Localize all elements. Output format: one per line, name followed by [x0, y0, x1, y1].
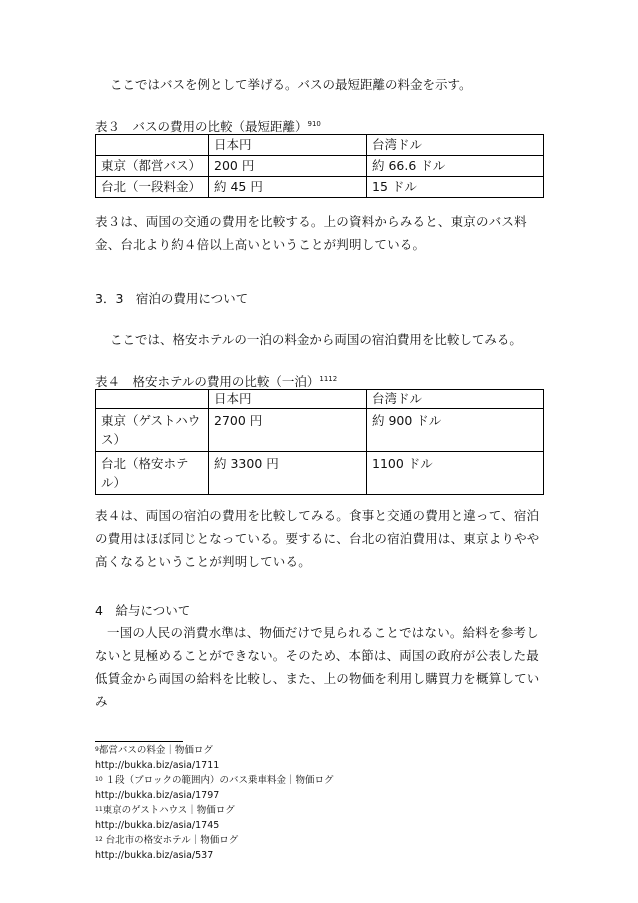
table-header-cell: 台湾ドル	[367, 135, 544, 156]
footnote-number: 12	[95, 836, 103, 843]
section-heading-3-3: 3．3 宿泊の費用について	[95, 291, 249, 306]
table-row	[96, 156, 544, 177]
table-cell: 15 ドル	[367, 177, 544, 198]
table-header-cell: 日本円	[209, 135, 367, 156]
intro-line: ここではバスを例として挙げる。バスの最短距離の料金を示す。	[110, 77, 472, 92]
paragraph-table3: 表３は、両国の交通の費用を比較する。上の資料からみると、東京のバス料金、台北より約４倍以上高いということが判明している。	[95, 214, 527, 252]
section-heading-4: 4 給与について	[95, 603, 191, 618]
paragraph-section4: 一国の人民の消費水準は、物価だけで見られることではない。給料を参考しないと見極めることができない。そのため、本節は、両国の政府が公表した最低賃金から両国の給料を比較し、また、上の物価を利用し購買力を概算していみ	[95, 625, 540, 709]
table4	[95, 389, 544, 495]
table4-footnote-ref: 1112	[319, 375, 338, 383]
table-header-row	[96, 135, 544, 156]
table-cell: 2700 円	[209, 409, 367, 452]
footnote-number: 11	[95, 806, 103, 813]
table-row	[96, 409, 544, 452]
footnote-url: http://bukka.biz/asia/1711	[95, 760, 220, 771]
paragraph-table4: 表４は、両国の宿泊の費用を比較してみる。食事と交通の費用と違って、宿泊の費用はほぼ同じとなっている。要するに、台北の宿泊費用は、東京よりやや高くなるということが判明している。	[95, 508, 540, 569]
footnote-title-text: 都営バスの料金｜物価ログ	[98, 745, 213, 756]
table-cell: 約 66.6 ドル	[367, 156, 544, 177]
footnote-number: 9	[95, 746, 99, 753]
table-header-cell: 台湾ドル	[367, 390, 544, 409]
table-cell: 台北（一段料金）	[96, 177, 209, 198]
table3	[95, 134, 544, 198]
table-cell: 台北（格安ホテル）	[96, 452, 209, 495]
table3-footnote-ref: 910	[307, 120, 321, 128]
footnote-divider	[95, 741, 183, 742]
table4-caption-text: 表４ 格安ホテルの費用の比較（一泊）	[95, 374, 320, 389]
table3-caption-text: 表３ バスの費用の比較（最短距離）	[95, 119, 308, 134]
footnote-url: http://bukka.biz/asia/537	[95, 850, 214, 861]
table-row	[96, 452, 544, 495]
table-header-cell: 日本円	[209, 390, 367, 409]
footnote-title	[95, 835, 238, 847]
table-cell: 200 円	[209, 156, 367, 177]
footnote-title	[95, 745, 213, 757]
table-cell: 約 3300 円	[209, 452, 367, 495]
footnote-url: http://bukka.biz/asia/1797	[95, 790, 220, 801]
footnote-url: http://bukka.biz/asia/1745	[95, 820, 220, 831]
footnote-title-text: 東京のゲストハウス｜物価ログ	[102, 805, 235, 816]
footnote-title-text: １段（ブロックの範囲内）のバス乗車料金｜物価ログ	[105, 775, 334, 786]
table-row	[96, 177, 544, 198]
footnote-title-text: 台北市の格安ホテル｜物価ログ	[105, 835, 239, 846]
footnote-number: 10	[95, 776, 103, 783]
table-header-cell	[96, 390, 209, 409]
table-cell: 約 45 円	[209, 177, 367, 198]
table-cell: 1100 ドル	[367, 452, 544, 495]
intro-line-2: ここでは、格安ホテルの一泊の料金から両国の宿泊費用を比較してみる。	[110, 332, 522, 347]
table-header-row	[96, 390, 544, 409]
table-header-cell	[96, 135, 209, 156]
table-cell: 約 900 ドル	[367, 409, 544, 452]
footnote-title	[95, 775, 333, 787]
table-cell: 東京（都営バス）	[96, 156, 209, 177]
footnote-title	[95, 805, 235, 817]
table-cell: 東京（ゲストハウス）	[96, 409, 209, 452]
